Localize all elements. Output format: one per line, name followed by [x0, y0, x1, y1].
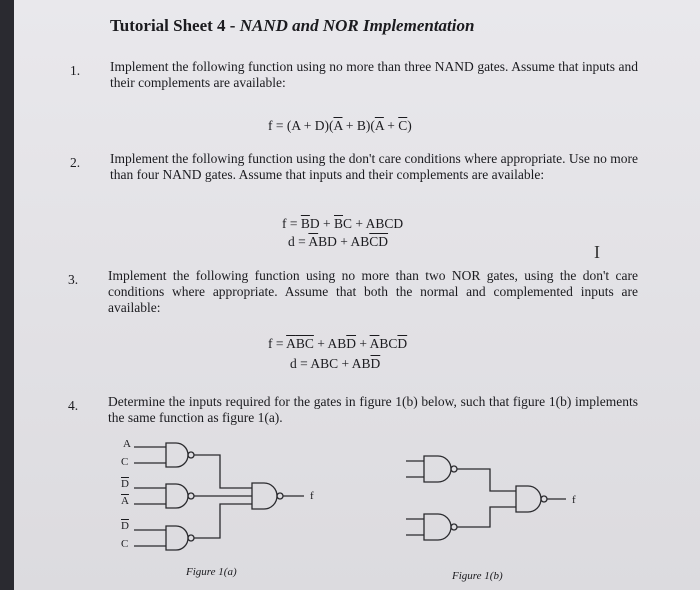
q2-f-part: $\overline{B}$: [334, 216, 344, 231]
fig-b-output-gate: [457, 469, 566, 527]
q3-f-part: f =: [268, 336, 287, 351]
question-2-number: 2.: [70, 155, 81, 170]
question-4-text: Determine the inputs required for the gates in figure 1(b) below, such that figure 1(b) implements the same function as figure 1(a).: [108, 394, 638, 425]
question-3-number: 3.: [68, 272, 79, 287]
q1-eq-part: + B)(: [342, 118, 375, 133]
q2-f-part: f =: [282, 216, 301, 231]
fig-a-nand-gate-2: [134, 484, 194, 508]
q1-eq-part: f = (A + D)(: [268, 118, 334, 133]
fig-a-input-label: C: [121, 538, 129, 550]
q3-f-part: $\overline{BC}$: [295, 336, 314, 351]
fig-a-input-label: $\overline{A}$: [121, 495, 129, 507]
q3-f-part: $\overline{A}$: [286, 336, 296, 351]
q2-f-part: D +: [309, 216, 334, 231]
q2-d-part: BD +: [318, 234, 351, 249]
q1-eq-part: $\overline{A}$: [374, 118, 384, 133]
q3-f-part: BC: [379, 336, 398, 351]
q2-d-part: AB: [350, 234, 370, 249]
fig-b-gate-1: [406, 456, 457, 482]
q3-f-part: $\overline{D}$: [397, 336, 408, 351]
q2-d-part: d =: [288, 234, 309, 249]
fig-a-nand-gate-3: [134, 526, 194, 550]
fig-a-input-label: $\overline{D}$: [121, 478, 129, 490]
q1-eq-part: $\overline{A}$: [333, 118, 343, 133]
q3-f-part: + AB: [313, 336, 347, 351]
q3-d-part: d = ABC + AB: [290, 356, 371, 371]
tutorial-sheet: [14, 0, 700, 590]
fig-a-input-label: A: [123, 438, 131, 450]
fig-a-output-label: f: [310, 490, 314, 502]
question-3-text: Implement the following function using no more than two NOR gates, using the don't care conditions where appropriate. Assume that both the normal and complemented inputs are available:: [108, 268, 638, 315]
question-1-number: 1.: [70, 63, 81, 78]
text-cursor-icon: I: [594, 242, 600, 262]
q3-d-part: $\overline{D}$: [370, 356, 381, 371]
q2-f-part: C + ABCD: [343, 216, 404, 231]
q3-f-part: $\overline{D}$: [346, 336, 357, 351]
q1-eq-part: +: [383, 118, 399, 133]
logic-circuit-diagrams: [14, 0, 700, 590]
q2-d-part: $\overline{A}$: [308, 234, 319, 249]
q3-f-part: +: [356, 336, 370, 351]
question-4-number: 4.: [68, 398, 79, 413]
fig-a-input-label: $\overline{D}$: [121, 520, 129, 532]
q3-f-part: $\overline{A}$: [369, 336, 380, 351]
fig-b-gate-2: [406, 514, 457, 540]
fig-a-output-nand-gate: [194, 455, 304, 538]
figure-1a-caption: Figure 1(a): [186, 566, 237, 578]
q1-eq-part: $\overline{C}$: [398, 118, 408, 133]
fig-a-input-label: C: [121, 456, 129, 468]
q1-eq-part: ): [407, 118, 412, 133]
question-2-text: Implement the following function using the don't care conditions where appropriate. Use no more than four NAND gates. Assume that inputs and their complements are available:: [110, 151, 638, 182]
sheet-title-topic: NAND and NOR Implementation: [239, 16, 475, 35]
fig-a-nand-gate-1: [134, 443, 194, 467]
question-1-text: Implement the following function using no more than three NAND gates. Assume that inputs and their complements are available:: [110, 59, 638, 90]
q2-f-part: $\overline{B}$: [300, 216, 310, 231]
fig-b-output-label: f: [572, 494, 576, 506]
sheet-title-prefix: Tutorial Sheet 4 -: [110, 16, 240, 35]
figure-1b-caption: Figure 1(b): [452, 570, 503, 582]
q2-d-part: $\overline{CD}$: [369, 234, 389, 249]
